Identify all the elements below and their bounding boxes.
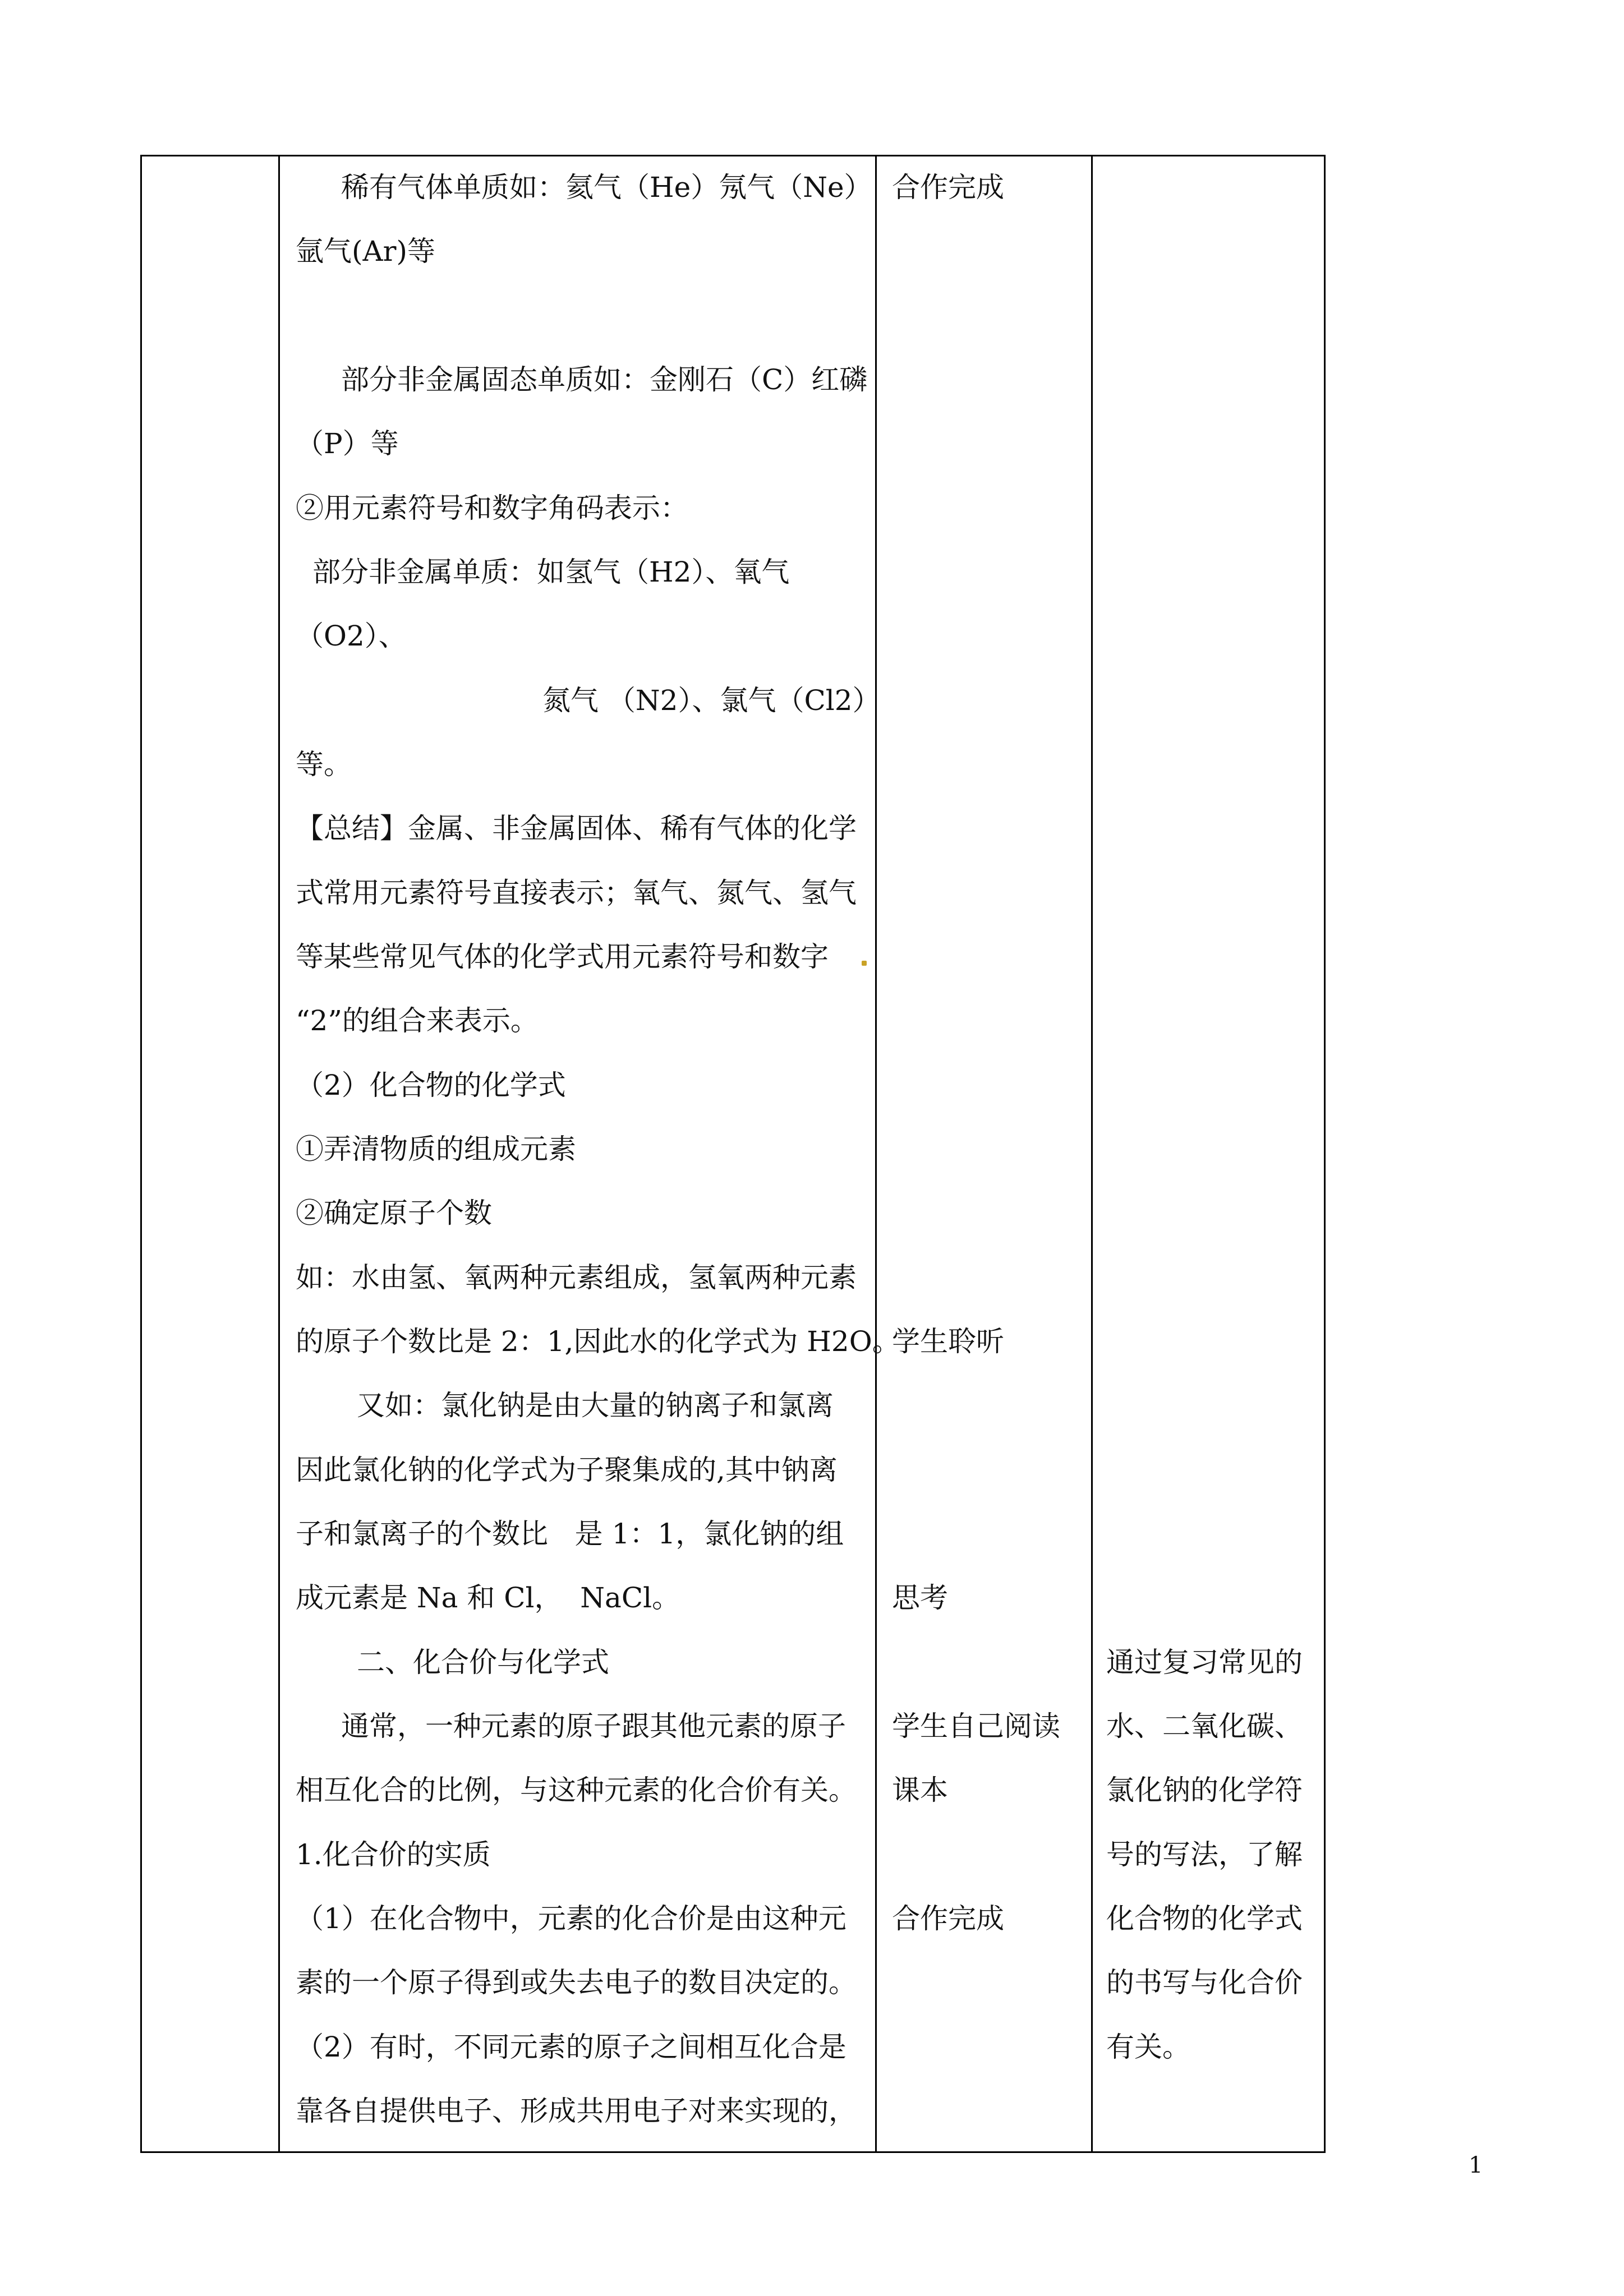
table-left-border — [140, 155, 142, 2153]
text-line: 等。 — [296, 748, 352, 781]
text-line: ②确定原子个数 — [296, 1197, 492, 1229]
activity-text: 合作完成 — [892, 1902, 1004, 1935]
text-line: 氩气(Ar)等 — [296, 235, 436, 268]
subsection-heading: （2）化合物的化学式 — [296, 1069, 566, 1101]
subsection-heading: 1.化合价的实质 — [296, 1838, 491, 1871]
intent-text: 有关。 — [1106, 2031, 1190, 2063]
column-divider-2 — [875, 155, 877, 2153]
intent-text: 通过复习常见的 — [1106, 1646, 1303, 1679]
text-line: 通常，一种元素的原子跟其他元素的原子 — [341, 1710, 846, 1742]
text-line: （P）等 — [296, 427, 399, 460]
section-heading: 二、化合价与化学式 — [357, 1646, 609, 1679]
text-line: 成元素是 Na 和 Cl， NaCl。 — [296, 1582, 680, 1614]
text-line: 子和氯离子的个数比 是 1：1，氯化钠的组 — [296, 1518, 844, 1550]
text-line: ②用元素符号和数字角码表示： — [296, 492, 688, 524]
activity-text: 合作完成 — [892, 171, 1004, 204]
column-divider-1 — [278, 155, 280, 2153]
text-line: “2”的组合来表示。 — [296, 1004, 539, 1037]
text-line: 的原子个数比是 2：1,因此水的化学式为 H2O。 — [296, 1325, 900, 1358]
intent-text: 化合物的化学式 — [1106, 1902, 1303, 1935]
text-line: 又如：氯化钠是由大量的钠离子和氯离 — [357, 1389, 834, 1422]
text-line: 等某些常见气体的化学式用元素符号和数字 — [296, 940, 829, 973]
text-line: 如：水由氢、氧两种元素组成，氢氧两种元素 — [296, 1261, 857, 1294]
intent-text: 的书写与化合价 — [1106, 1966, 1303, 1999]
text-line: 部分非金属固态单质如：金刚石（C）红磷 — [341, 363, 868, 396]
text-line: 素的一个原子得到或失去电子的数目决定的。 — [296, 1966, 857, 1999]
intent-text: 氯化钠的化学符 — [1106, 1774, 1303, 1806]
activity-text: 学生自己阅读 — [892, 1710, 1060, 1742]
text-line: 氮气 （N2）、氯气（Cl2） — [542, 684, 881, 717]
text-line: ①弄清物质的组成元素 — [296, 1133, 576, 1165]
highlight-mark — [862, 961, 867, 966]
column-divider-3 — [1091, 155, 1093, 2153]
table-top-border — [140, 155, 1326, 156]
text-line: 因此氯化钠的化学式为子聚集成的,其中钠离 — [296, 1454, 838, 1486]
intent-text: 水、二氧化碳、 — [1106, 1710, 1303, 1742]
page-number: 1 — [1469, 2152, 1483, 2178]
text-line: 稀有气体单质如：氦气（He）氖气（Ne） — [341, 171, 872, 204]
text-line: （O2）、 — [296, 620, 407, 652]
activity-text: 学生聆听 — [892, 1325, 1004, 1358]
table-bottom-border — [140, 2151, 1326, 2153]
activity-text: 思考 — [892, 1582, 948, 1614]
text-line: （1）在化合物中，元素的化合价是由这种元 — [296, 1902, 846, 1935]
text-line: 靠各自提供电子、形成共用电子对来实现的， — [296, 2095, 857, 2127]
text-line: （2）有时，不同元素的原子之间相互化合是 — [296, 2031, 846, 2063]
text-line: 式常用元素符号直接表示；氧气、氮气、氢气 — [296, 877, 857, 909]
text-line: 部分非金属单质：如氢气（H2）、氧气 — [312, 556, 790, 588]
intent-text: 号的写法，了解 — [1106, 1838, 1303, 1871]
table-right-border — [1324, 155, 1326, 2153]
activity-text: 课本 — [892, 1774, 948, 1806]
summary-heading-line: 【总结】金属、非金属固体、稀有气体的化学 — [296, 812, 857, 845]
text-line: 相互化合的比例，与这种元素的化合价有关。 — [296, 1774, 857, 1806]
